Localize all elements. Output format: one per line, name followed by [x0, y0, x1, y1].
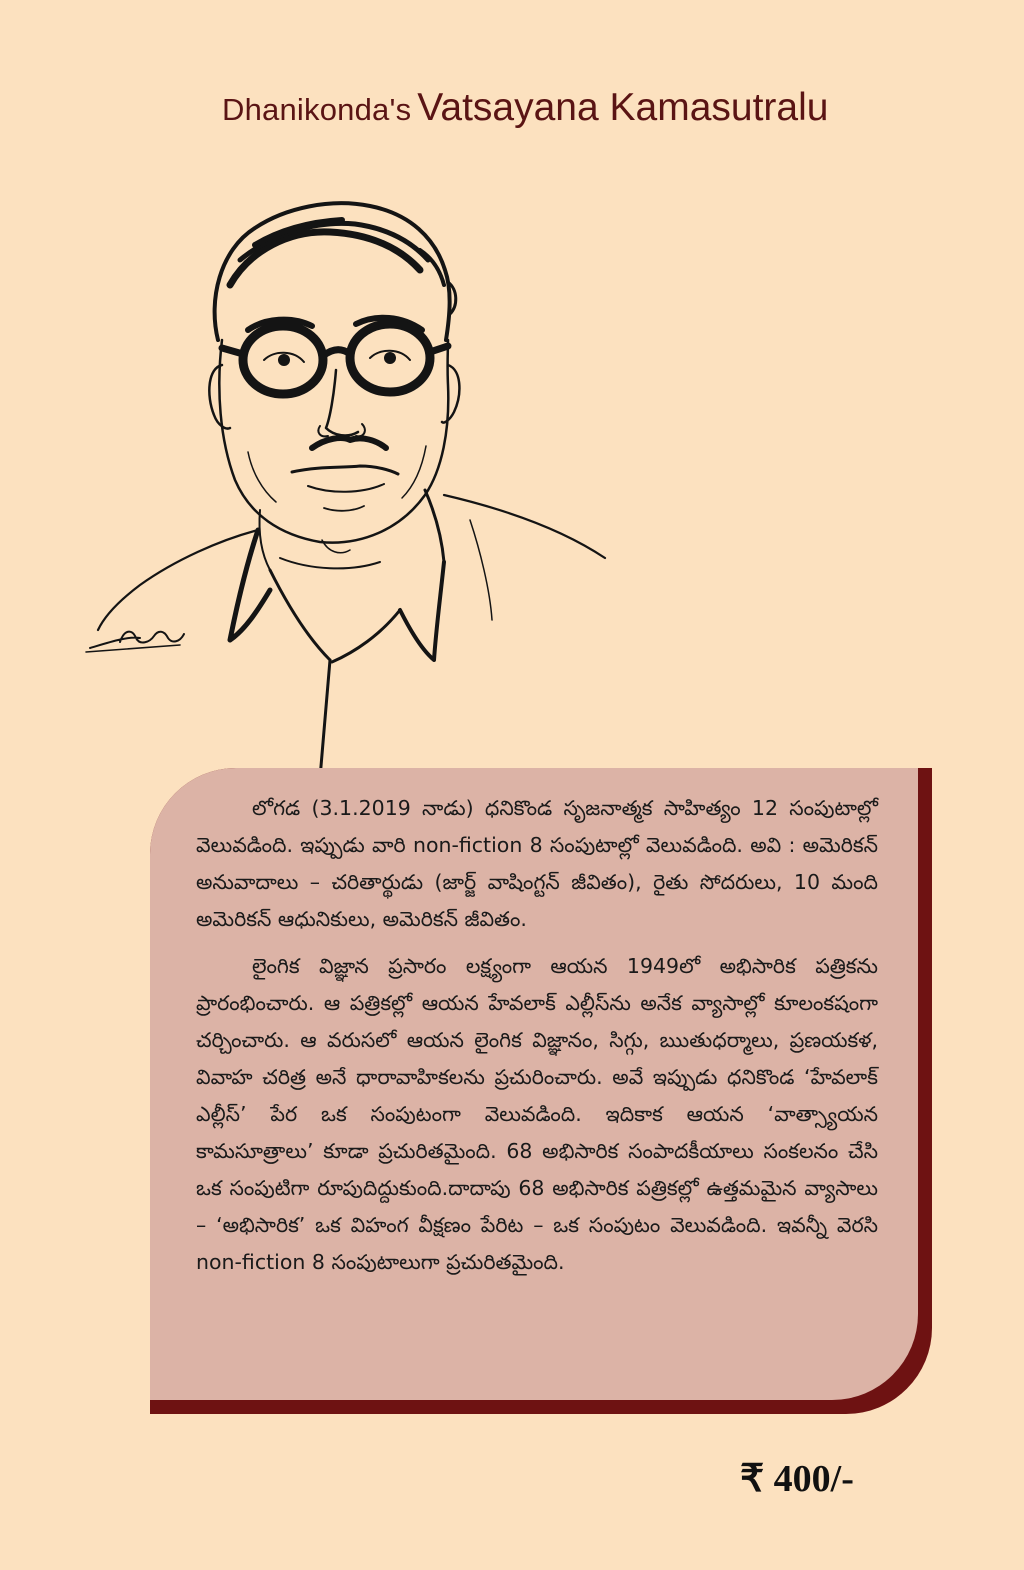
price-label: ₹ 400/-	[740, 1458, 854, 1500]
description-text	[196, 790, 878, 1291]
book-title: Vatsayana Kamasutralu	[417, 86, 829, 129]
book-title-header	[222, 86, 828, 130]
paragraph-1: లోగడ (3.1.2019 నాడు) ధనికొండ సృజనాత్మక సాహిత్యం 12 సంపుటాల్లో వెలువడింది. ఇప్పుడు వారి non-fiction 8 సంపుటాల్లో వెలువడింది. అవి : అమెరికన్ అనువాదాలు – చరితార్థుడు (జార్జ్ వాషింగ్టన్ జీవితం), రైతు సోదరులు, 10 మంది అమెరికన్ ఆధునికులు, అమెరికన్ జీవితం.	[196, 796, 878, 931]
paragraph-2: లైంగిక విజ్ఞాన ప్రసారం లక్ష్యంగా ఆయన 1949లో అభిసారిక పత్రికను ప్రారంభించారు. ఆ పత్రికల్లో ఆయన హేవలాక్ ఎల్లీస్‌ను అనేక వ్యాసాల్లో కూలంకషంగా చర్చించారు. ఆ వరుసలో ఆయన లైంగిక విజ్ఞానం, సిగ్గు, ఋతుధర్మాలు, ప్రణయకళ, వివాహ చరిత్ర అనే ధారావాహికలను ప్రచురించారు. అవే ఇప్పుడు ధనికొండ ‘హేవలాక్ ఎల్లీస్’ పేర ఒక సంపుటంగా వెలువడింది. ఇదికాక ఆయన ‘వాత్స్యాయన కామసూత్రాలు’ కూడా ప్రచురితమైంది. 68 అభిసారిక సంపాదకీయాలు సంకలనం చేసి ఒక సంపుటిగా రూపుదిద్దుకుంది.దాదాపు 68 అభిసారిక పత్రికల్లో ఉత్తమమైన వ్యాసాలు – ‘అభిసారిక’ ఒక విహంగ వీక్షణం పేరిట – ఒక సంపుటం వెలువడింది. ఇవన్నీ వెరసి non-fiction 8 సంపుటాలుగా ప్రచురితమైంది.	[196, 954, 878, 1274]
author-name: Dhanikonda's	[222, 92, 412, 127]
author-portrait-sketch	[80, 190, 620, 780]
